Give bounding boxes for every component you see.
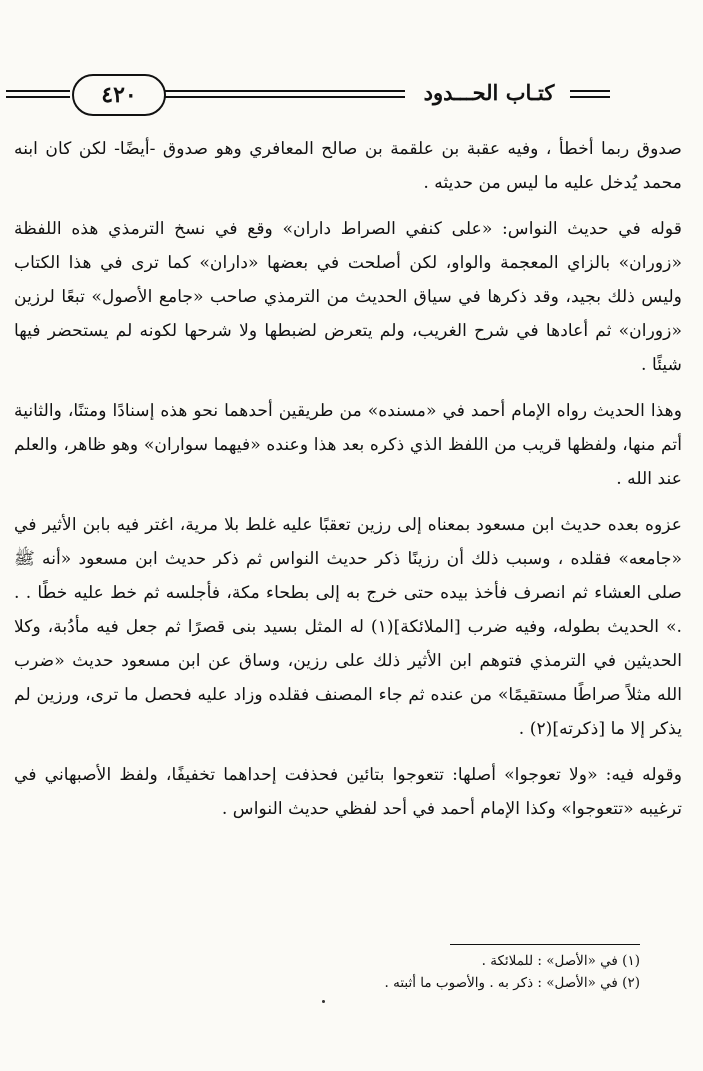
paragraph-2: قوله في حديث النواس: «على كنفي الصراط داران» وقع في نسخ الترمذي هذه اللفظة «زوران» بالزاي المعجمة والواو، لكن أصلحت في بعضها «داران» كما ترى في هذا الكتاب وليس ذلك بجيد، وقد ذكرها في سياق الحديث من الترمذي صاحب «جامع الأصول» تبعًا لرزين «زوران» ثم أعادها في شرح الغريب، ولم يتعرض لضبطها ولا شرحها لكونه لم يستحضر فيها شيئًا . [14, 219, 682, 375]
header-rule-right [570, 90, 610, 98]
footnote-separator [450, 944, 640, 945]
running-title: كتـاب الحـــدود [423, 80, 555, 105]
header-rule-middle [165, 90, 405, 98]
page-mark [322, 1000, 325, 1003]
footnotes [300, 950, 640, 994]
page-number: ٤٢٠ [72, 74, 166, 116]
header-rule-left [6, 90, 70, 98]
paragraph-1: صدوق ربما أخطأ ، وفيه عقبة بن علقمة بن صالح المعافري وهو صدوق -أيضًا- لكن كان ابنه محمد يُدخل عليه ما ليس من حديثه . [14, 139, 682, 193]
paragraph-5: وقوله فيه: «ولا تعوجوا» أصلها: تتعوجوا بتائين فحذفت إحداهما تخفيفًا، ولفظ الأصبهاني في ترغيبه «تتعوجوا» وكذا الإمام أحمد في أحد لفظي حديث النواس . [14, 765, 682, 819]
footnote-1: (١) في «الأصل» : للملائكة . [481, 953, 640, 969]
footnote-2: (٢) في «الأصل» : ذكر به . والأصوب ما أثبته . [384, 975, 640, 991]
body-text [14, 132, 682, 838]
paragraph-3: وهذا الحديث رواه الإمام أحمد في «مسنده» من طريقين أحدهما نحو هذه إسنادًا ومتنًا، والثانية أتم منها، ولفظها قريب من اللفظ الذي ذكره بعد هذا وعنده «فيهما سواران» وهو ظاهر، والعلم عند الله . [14, 401, 682, 489]
paragraph-4: عزوه بعده حديث ابن مسعود بمعناه إلى رزين تعقبًا عليه غلط بلا مرية، اغتر فيه بابن الأثير في «جامعه» فقلده ، وسبب ذلك أن رزينًا ذكر حديث النواس ثم ذكر حديث ابن مسعود «أنه ﷺ صلى العشاء ثم انصرف فأخذ بيده حتى خرج به إلى بطحاء مكة، فأجلسه ثم خط عليه خطًا . . .» الحديث بطوله، وفيه ضرب [الملائكة](١) له المثل بسيد بنى قصرًا ثم جعل فيه مأدُبة، وكلا الحديثين في الترمذي فتوهم ابن الأثير ذلك على رزين، وساق عن ابن مسعود حديث «ضرب الله مثلاً صراطًا مستقيمًا» من عنده ثم جاء المصنف فقلده وزاد عليه فحصل ما ترى، ورزين لم يذكر إلا ما [ذكرته](٢) . [14, 515, 682, 739]
page-header [0, 64, 703, 124]
